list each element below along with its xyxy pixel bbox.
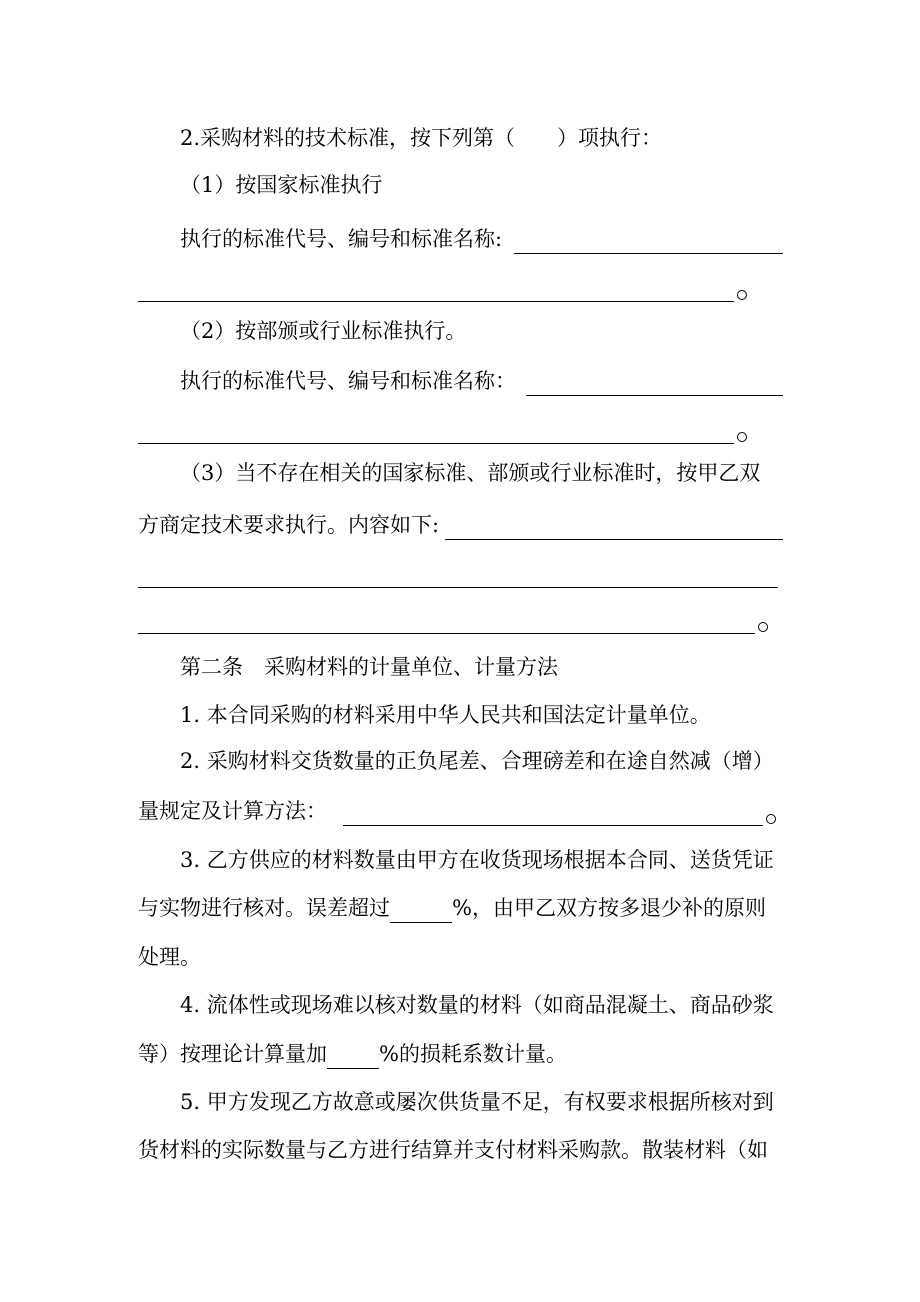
option-1-standard-label: 执行的标准代号、编号和标准名称: — [180, 227, 503, 251]
error-percent-blank[interactable] — [390, 900, 452, 923]
option-1-standard-row — [180, 224, 783, 254]
full-stop-mark — [758, 622, 768, 632]
full-stop-mark — [737, 432, 747, 442]
full-stop-mark — [737, 290, 747, 300]
article-2-item-4: 4. 流体性或现场难以核对数量的材料（如商品混凝土、商品砂浆 — [180, 993, 774, 1017]
full-stop-mark — [766, 814, 776, 824]
article-2-item-4-row — [138, 1039, 783, 1069]
option-3-line-3-row — [138, 604, 783, 634]
option-2-standard-blank[interactable] — [526, 373, 783, 396]
article-2-item-1: 1. 本合同采购的材料采用中华人民共和国法定计量单位。 — [180, 703, 711, 727]
calculation-method-blank[interactable] — [343, 803, 763, 826]
option-2-continuation-row — [138, 414, 783, 444]
article-2-item-4-text-a: 等）按理论计算量加 — [138, 1042, 327, 1066]
article-2-item-2: 2. 采购材料交货数量的正负尾差、合理磅差和在途自然减（增） — [180, 749, 774, 773]
option-2-standard-row — [180, 366, 783, 396]
article-2-heading: 第二条 采购材料的计量单位、计量方法 — [180, 655, 558, 679]
article-2-item-2-label: 量规定及计算方法： — [138, 799, 327, 823]
article-2-item-3-text-b: %，由甲乙双方按多退少补的原则 — [452, 896, 766, 920]
option-3-line-3-blank[interactable] — [138, 611, 755, 634]
article-2-item-2-row — [138, 796, 783, 826]
option-1-standard-blank[interactable] — [514, 231, 783, 254]
article-2-item-4-text-b: %的损耗系数计量。 — [379, 1042, 567, 1066]
option-2-label: （2）按部颁或行业标准执行。 — [180, 319, 467, 343]
option-1-continuation-row — [138, 272, 783, 302]
option-3-content-row — [138, 510, 783, 540]
article-2-item-5-cont: 货材料的实际数量与乙方进行结算并支付材料采购款。散装材料（如 — [138, 1138, 768, 1162]
article-2-item-3-row — [138, 893, 783, 923]
option-1-label: （1）按国家标准执行 — [180, 173, 383, 197]
article-2-item-5: 5. 甲方发现乙方故意或屡次供货量不足，有权要求根据所核对到 — [180, 1090, 774, 1114]
article-2-item-3: 3. 乙方供应的材料数量由甲方在收货现场根据本合同、送货凭证 — [180, 848, 774, 872]
option-3-content-blank[interactable] — [445, 517, 783, 540]
option-3-content-label: 方商定技术要求执行。内容如下: — [138, 513, 440, 537]
option-3-text: （3）当不存在相关的国家标准、部颁或行业标准时，按甲乙双 — [180, 461, 761, 485]
clause-2-heading: 2.采购材料的技术标准，按下列第（ ）项执行： — [180, 126, 663, 150]
option-2-continuation-blank[interactable] — [138, 421, 734, 444]
option-1-continuation-blank[interactable] — [138, 279, 734, 302]
article-2-item-3-text-a: 与实物进行核对。误差超过 — [138, 896, 390, 920]
option-3-line-2-blank[interactable] — [138, 565, 778, 588]
option-2-standard-label: 执行的标准代号、编号和标准名称： — [180, 369, 516, 393]
loss-percent-blank[interactable] — [327, 1046, 379, 1069]
option-3-line-2-row — [138, 558, 783, 588]
article-2-item-3-end: 处理。 — [138, 945, 201, 969]
